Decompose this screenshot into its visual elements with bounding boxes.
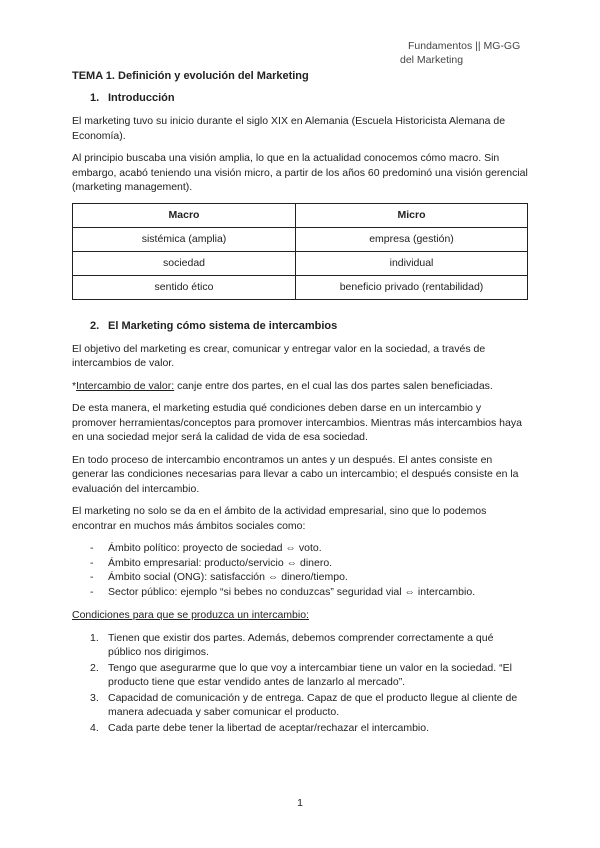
item-number: 2. — [90, 661, 99, 674]
section-1-heading — [90, 92, 528, 104]
list-item: - Ámbito empresarial: producto/servicio ⇔ dinero. — [90, 556, 528, 571]
item-text: Tienen que existir dos partes. Además, debemos comprender correctamente a qué público nos dirigimos. — [108, 631, 494, 658]
table-header-row — [73, 203, 528, 227]
header-course: Fundamentos || MG-GG — [408, 40, 521, 52]
table-cell: empresa (gestión) — [296, 227, 528, 251]
item-text: Tengo que asegurarme que lo que voy a intercambiar tiene un valor en la sociedad. “El producto tiene que estar vendido antes de lanzarlo al mercado”. — [108, 661, 512, 688]
definition-term: Intercambio de valor: — [76, 379, 175, 392]
item-text: Cada parte debe tener la libertad de aceptar/rechazar el intercambio. — [108, 721, 430, 734]
conditions-list — [72, 631, 528, 736]
intro-paragraph-1: El marketing tuvo su inicio durante el siglo XIX en Alemania (Escuela Historicista Alemana de Economía). — [72, 115, 506, 142]
list-item: - Ámbito social (ONG): satisfacción ⇔ dinero/tiempo. — [90, 570, 528, 585]
definition-prefix: * — [72, 379, 77, 392]
item-text: Capacidad de comunicación y de entrega. Capaz de que el producto llegue al cliente de manera adecuada y saber comunicar el producto. — [108, 691, 518, 718]
item-number: 3. — [90, 691, 99, 704]
page-number: 1 — [297, 797, 303, 809]
list-item — [90, 661, 528, 690]
header-subject: del Marketing — [400, 54, 464, 66]
table-header-micro: Micro — [296, 203, 528, 227]
document-title: TEMA 1. Definición y evolución del Marketing — [72, 70, 309, 82]
section-2-heading — [90, 320, 528, 332]
document-body — [72, 70, 528, 736]
item-number: 4. — [90, 721, 99, 734]
table-cell: beneficio privado (rentabilidad) — [296, 275, 528, 299]
table-header-macro: Macro — [73, 203, 296, 227]
areas-list — [72, 541, 528, 599]
intro-paragraph-2: Al principio buscaba una visión amplia, lo que en la actualidad conocemos cómo macro. Sin embargo, acabó teniendo una visión micro, a partir de los años 60 predominó una visión gerencial (marketing management). — [72, 152, 528, 193]
list-item: - Ámbito político: proyecto de sociedad ⇔ voto. — [90, 541, 528, 556]
section-1-number: 1. — [90, 92, 100, 104]
table-cell: sistémica (amplia) — [73, 227, 296, 251]
section-2-title: El Marketing cómo sistema de intercambios — [108, 319, 338, 332]
table-row — [73, 275, 528, 299]
section-2-number: 2. — [90, 319, 100, 332]
table-row — [73, 251, 528, 275]
table-row — [73, 227, 528, 251]
exchange-paragraph-1: El objetivo del marketing es crear, comunicar y entregar valor en la sociedad, a través de intercambios de valor. — [72, 342, 486, 369]
table-cell: individual — [296, 251, 528, 275]
exchange-paragraph-4: El marketing no solo se da en el ámbito de la actividad empresarial, sino que lo podemos encontrar en muchos más ámbitos sociales como: — [72, 505, 487, 532]
table-cell: sociedad — [73, 251, 296, 275]
item-number: 1. — [90, 631, 99, 644]
section-1-title: Introducción — [108, 92, 175, 104]
table-cell: sentido ético — [73, 275, 296, 299]
macro-micro-table — [72, 203, 528, 300]
list-item: - Sector público: ejemplo “si bebes no conduzcas” seguridad vial ⇔ intercambio. — [90, 585, 528, 600]
conditions-heading: Condiciones para que se produzca un intercambio: — [72, 609, 309, 621]
exchange-paragraph-2: De esta manera, el marketing estudia qué condiciones deben darse en un intercambio y promover herramientas/conceptos para promover intercambios. Mientras más intercambios haya en una sociedad mejor será la calidad de vida de esa sociedad. — [72, 402, 522, 443]
list-item — [90, 631, 528, 660]
definition-paragraph — [72, 379, 528, 394]
definition-text: canje entre dos partes, en el cual las dos partes salen beneficiadas. — [174, 379, 493, 392]
exchange-paragraph-3: En todo proceso de intercambio encontramos un antes y un después. El antes consiste en generar las condiciones necesarias para llevar a cabo un intercambio; el después consiste en la evaluación del intercambio. — [72, 453, 519, 495]
page-header — [400, 39, 570, 67]
list-item — [90, 721, 528, 736]
list-item — [90, 691, 528, 720]
